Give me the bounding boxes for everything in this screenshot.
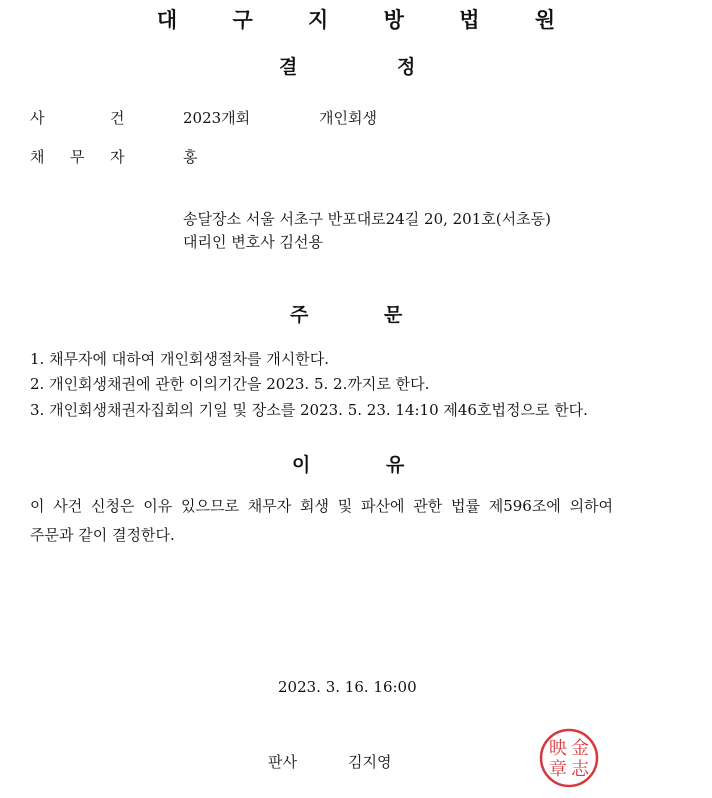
case-label-char-1: 사 bbox=[30, 109, 45, 127]
service-address: 송달장소 서울 서초구 반포대로24길 20, 201호(서초동) bbox=[183, 210, 551, 228]
judge-title: 판사 bbox=[268, 753, 297, 771]
seal-glyph-3: 映 bbox=[549, 738, 567, 759]
reason-heading-char-2: 유 bbox=[386, 454, 405, 476]
judge-name: 김지영 bbox=[348, 753, 392, 771]
seal-glyph-4: 章 bbox=[549, 759, 567, 780]
reason-line-1: 이 사건 신청은 이유 있으므로 채무자 회생 및 파산에 관한 법률 제596조에 의하여 bbox=[30, 497, 614, 515]
case-name: 개인회생 bbox=[319, 109, 377, 127]
reason-heading-char-1: 이 bbox=[292, 454, 311, 476]
doc-title-char-2: 정 bbox=[397, 56, 416, 78]
order-item-3: 3. 개인회생채권자집회의 기일 및 장소를 2023. 5. 23. 14:10 제46호법정으로 한다. bbox=[30, 401, 588, 419]
debtor-label-char-1: 채 bbox=[30, 148, 45, 166]
order-item-1: 1. 채무자에 대하여 개인회생절차를 개시한다. bbox=[30, 350, 329, 368]
agent: 대리인 변호사 김선용 bbox=[183, 233, 323, 251]
order-item-2: 2. 개인회생채권에 관한 이의기간을 2023. 5. 2.까지로 한다. bbox=[30, 375, 430, 393]
debtor-label-char-2: 무 bbox=[70, 148, 85, 166]
reason-line-2: 주문과 같이 결정한다. bbox=[30, 526, 175, 544]
debtor-label-char-3: 자 bbox=[110, 148, 125, 166]
seal-glyph-2: 志 bbox=[571, 759, 589, 780]
case-label-char-2: 건 bbox=[110, 109, 125, 127]
doc-title-char-1: 결 bbox=[279, 56, 298, 78]
decision-date: 2023. 3. 16. 16:00 bbox=[278, 678, 417, 696]
case-number: 2023개회 bbox=[183, 109, 251, 127]
judge-seal-icon bbox=[539, 728, 599, 788]
order-heading-char-2: 문 bbox=[384, 304, 403, 326]
court-name: 대 구 지 방 법 원 bbox=[156, 8, 580, 32]
debtor-name: 홍 bbox=[183, 148, 198, 166]
order-heading-char-1: 주 bbox=[290, 304, 309, 326]
seal-glyph-1: 金 bbox=[571, 738, 589, 759]
